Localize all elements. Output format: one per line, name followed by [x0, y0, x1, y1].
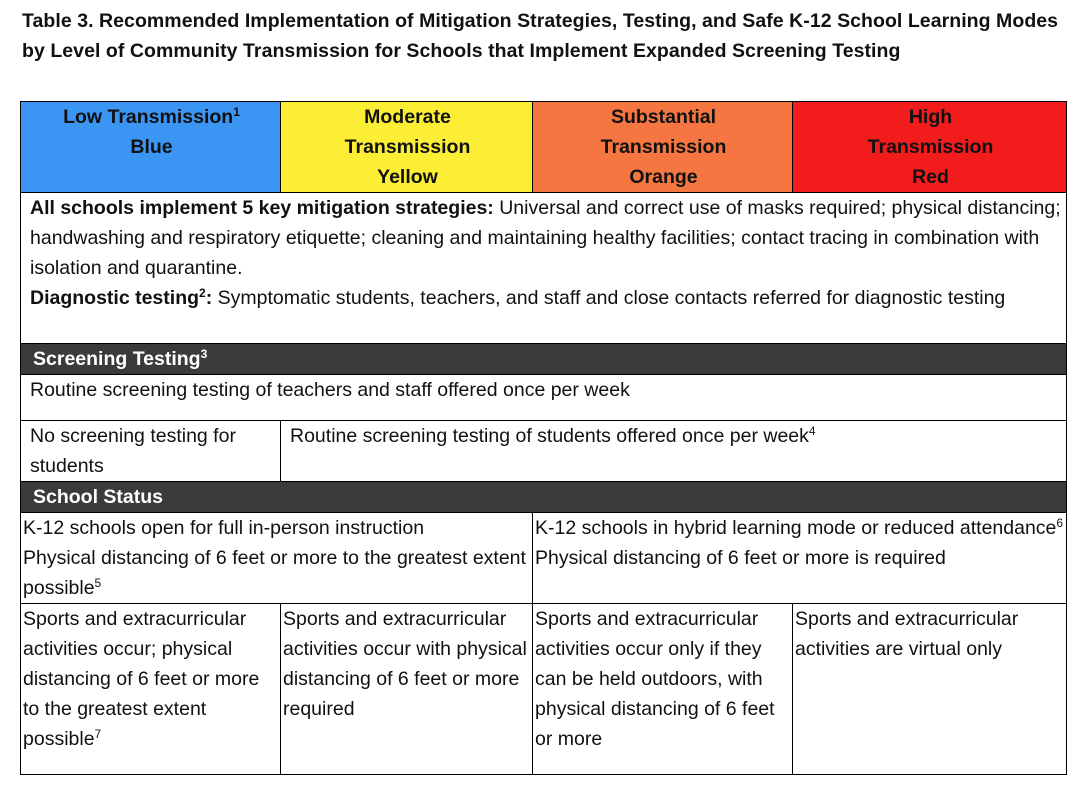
status-hybrid-cell: [533, 513, 1067, 604]
mitigation-lead: All schools implement 5 key mitigation strategies:: [30, 197, 494, 219]
status-open-cell: [21, 513, 533, 604]
status-header-row: [21, 482, 1067, 513]
sports-low-text: Sports and extracurricular activities occur; physical distancing of 6 feet or more to the greatest extent possible: [23, 608, 260, 750]
diagnostic-text: Symptomatic students, teachers, and staff and close contacts referred for diagnostic testing: [212, 287, 1006, 309]
level-moderate-color: Yellow: [377, 166, 438, 188]
status-open-line2: Physical distancing of 6 feet or more to the greatest extent possible: [23, 547, 526, 599]
level-low-color: Blue: [130, 136, 173, 158]
mitigation-cell: [21, 193, 1067, 344]
footnote-4: 4: [808, 424, 816, 438]
student-screening-other-text: Routine screening testing of students offered once per week: [290, 425, 809, 447]
footnote-3: 3: [200, 347, 208, 361]
status-open-line1: K-12 schools open for full in-person instruction: [23, 517, 425, 539]
level-high-cell: [793, 102, 1067, 193]
level-substantial-cell: [533, 102, 793, 193]
level-moderate-cell: [281, 102, 533, 193]
sports-low-cell: [21, 604, 281, 775]
mitigation-row: [21, 193, 1067, 344]
footnote-5: 5: [94, 576, 102, 590]
staff-screening-row: [21, 375, 1067, 421]
sports-high-cell: Sports and extracurricular activities are virtual only: [793, 604, 1067, 775]
level-low-title: Low Transmission: [63, 106, 234, 128]
school-status-row: [21, 513, 1067, 604]
level-low-cell: [21, 102, 281, 193]
sports-row: [21, 604, 1067, 775]
status-hybrid-line2: Physical distancing of 6 feet or more is required: [535, 547, 946, 569]
diagnostic-lead: Diagnostic testing: [30, 287, 200, 309]
table-caption: Table 3. Recommended Implementation of Mitigation Strategies, Testing, and Safe K-12 School Learning Modes by Level of Community Transmission for Schools that Implement Expanded Screening Testing: [22, 10, 1059, 62]
status-header: School Status: [33, 486, 164, 508]
level-moderate-title: Moderate: [364, 106, 451, 128]
sports-moderate-cell: Sports and extracurricular activities occur with physical distancing of 6 feet or more required: [281, 604, 533, 775]
student-screening-other-cell: [281, 421, 1067, 482]
screening-header: Screening Testing: [33, 348, 201, 370]
student-screening-low-cell: No screening testing for students: [21, 421, 281, 482]
footnote-1: 1: [233, 105, 240, 119]
screening-header-row: [21, 344, 1067, 375]
level-high-subtitle: Transmission: [867, 136, 994, 158]
sports-substantial-cell: Sports and extracurricular activities occur only if they can be held outdoors, with physical distancing of 6 feet or more: [533, 604, 793, 775]
level-substantial-title: Substantial: [610, 106, 717, 128]
level-high-title: High: [908, 106, 953, 128]
level-substantial-subtitle: Transmission: [600, 136, 727, 158]
status-section-bar: [21, 482, 1067, 513]
diagnostic-colon: :: [205, 287, 213, 309]
screening-section-bar: [21, 344, 1067, 375]
mitigation-text: Universal and correct use of masks required; physical distancing; handwashing and respiratory etiquette; cleaning and maintaining healthy facilities; contact tracing in combination with isolation and quarantine.: [30, 197, 1061, 279]
status-hybrid-line1: K-12 schools in hybrid learning mode or reduced attendance: [535, 517, 1057, 539]
footnote-7: 7: [94, 727, 102, 741]
staff-screening-cell: Routine screening testing of teachers and staff offered once per week: [21, 375, 1067, 421]
level-high-color: Red: [912, 166, 949, 188]
level-moderate-subtitle: Transmission: [344, 136, 471, 158]
level-substantial-color: Orange: [629, 166, 698, 188]
student-screening-row: [21, 421, 1067, 482]
transmission-table: [20, 101, 1067, 775]
footnote-6: 6: [1056, 516, 1064, 530]
footnote-2: 2: [199, 286, 206, 300]
level-header-row: [21, 102, 1067, 193]
